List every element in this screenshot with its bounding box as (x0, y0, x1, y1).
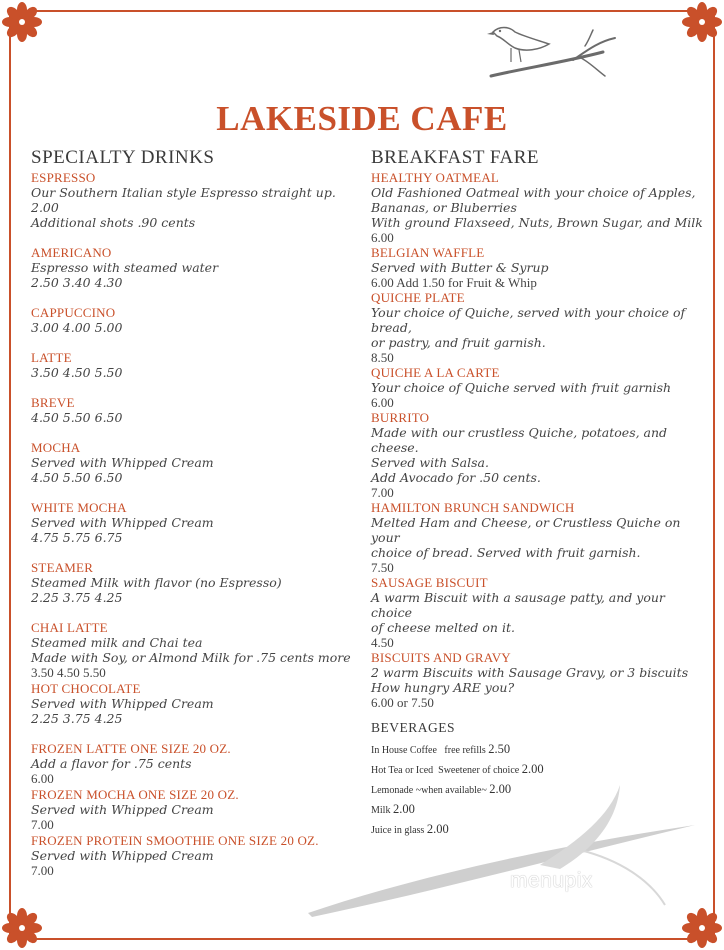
menu-item (371, 500, 706, 575)
menu-item (31, 440, 361, 485)
item-name: HOT CHOCOLATE (31, 681, 141, 696)
item-name: BURRITO (371, 410, 430, 425)
flower-ornament-icon (2, 2, 42, 42)
menu-item (371, 290, 706, 365)
beverage-price: 2.00 (521, 762, 544, 776)
item-price: 6.00 (371, 230, 394, 245)
item-description: Espresso with steamed water 2.50 3.40 4.30 (31, 260, 219, 290)
item-description: Your choice of Quiche served with fruit garnish (371, 380, 672, 395)
item-price: 8.50 (371, 350, 394, 365)
beverage-label: Juice in glass (371, 825, 427, 836)
item-name: WHITE MOCHA (31, 500, 127, 515)
menu-item (31, 350, 361, 380)
item-name: FROZEN LATTE ONE SIZE 20 OZ. (31, 741, 231, 756)
item-description: Steamed Milk with flavor (no Espresso) 2.25 3.75 4.25 (31, 575, 282, 605)
menu-item (31, 305, 361, 335)
item-price: 6.00 (31, 771, 54, 786)
item-name: AMERICANO (31, 245, 112, 260)
beverage-label: Lemonade ~when available~ (371, 785, 490, 796)
beverage-row (371, 780, 706, 800)
page-title: LAKESIDE CAFE (216, 99, 508, 139)
section-heading: SPECIALTY DRINKS (31, 147, 215, 168)
item-description: Served with Whipped Cream 2.25 3.75 4.25 (31, 696, 214, 726)
watermark-text: menupix (510, 869, 593, 892)
beverage-price: 2.00 (426, 822, 449, 836)
item-name: LATTE (31, 350, 72, 365)
item-name: MOCHA (31, 440, 81, 455)
beverages-heading: BEVERAGES (371, 720, 456, 735)
item-price: 7.00 (31, 863, 54, 878)
item-description: Old Fashioned Oatmeal with your choice of Apples, Bananas, or Bluberries With ground Flaxseed, Nuts, Brown Sugar, and Milk (371, 185, 703, 230)
menu-item (31, 395, 361, 425)
item-description: 2 warm Biscuits with Sausage Gravy, or 3 biscuits How hungry ARE you? (371, 665, 689, 695)
item-name: SAUSAGE BISCUIT (371, 575, 488, 590)
item-name: FROZEN MOCHA ONE SIZE 20 OZ. (31, 787, 239, 802)
item-description: Served with Whipped Cream 4.50 5.50 6.50 (31, 455, 214, 485)
item-price: 7.50 (371, 560, 394, 575)
item-description: Add a flavor for .75 cents (31, 756, 192, 771)
menu-item (31, 620, 361, 680)
menu-item (371, 170, 706, 245)
menu-item (371, 245, 706, 290)
beverage-label: Hot Tea or Iced Sweetener of choice (371, 765, 522, 776)
beverage-label: In House Coffee free refills (371, 745, 489, 756)
item-name: FROZEN PROTEIN SMOOTHIE ONE SIZE 20 OZ. (31, 833, 319, 848)
specialty-drinks-column (31, 147, 361, 879)
item-description: 3.00 4.00 5.00 (31, 320, 123, 335)
item-name: QUICHE PLATE (371, 290, 465, 305)
item-name: BREVE (31, 395, 75, 410)
item-description: Steamed milk and Chai tea Made with Soy, or Almond Milk for .75 cents more (31, 635, 351, 665)
item-description: Served with Butter & Syrup (371, 260, 549, 275)
item-name: HEALTHY OATMEAL (371, 170, 500, 185)
menu-item (371, 650, 706, 710)
flower-ornament-icon (2, 908, 42, 948)
item-price: 4.50 (371, 635, 394, 650)
item-price: 3.50 4.50 5.50 (31, 665, 106, 680)
item-name: STEAMER (31, 560, 94, 575)
menu-item (371, 410, 706, 500)
beverage-row (371, 740, 706, 760)
item-price: 6.00 (371, 395, 394, 410)
flower-ornament-icon (682, 2, 722, 42)
section-heading: BREAKFAST FARE (371, 147, 540, 168)
menu-item (31, 681, 361, 726)
menu-item (371, 575, 706, 650)
beverage-row (371, 800, 706, 820)
item-name: BISCUITS AND GRAVY (371, 650, 511, 665)
menu-item (31, 170, 361, 230)
menu-item (31, 741, 361, 786)
item-price: 7.00 (371, 485, 394, 500)
beverage-price: 2.50 (488, 742, 511, 756)
item-description: Served with Whipped Cream (31, 848, 214, 863)
bird-on-branch-icon (485, 22, 620, 80)
item-description: Served with Whipped Cream 4.75 5.75 6.75 (31, 515, 214, 545)
menu-item (371, 365, 706, 410)
item-description: 3.50 4.50 5.50 (31, 365, 123, 380)
item-price: 6.00 or 7.50 (371, 695, 434, 710)
item-description: Our Southern Italian style Espresso straight up. 2.00 Additional shots .90 cents (31, 185, 336, 230)
beverage-price: 2.00 (392, 802, 415, 816)
item-description: Made with our crustless Quiche, potatoes, and cheese. Served with Salsa. Add Avocado for .50 cents. (371, 425, 668, 485)
item-description: 4.50 5.50 6.50 (31, 410, 123, 425)
menu-item (31, 245, 361, 290)
beverage-label: Milk (371, 805, 393, 816)
item-name: HAMILTON BRUNCH SANDWICH (371, 500, 575, 515)
beverage-price: 2.00 (489, 782, 512, 796)
item-price: 6.00 Add 1.50 for Fruit & Whip (371, 275, 537, 290)
item-name: QUICHE A LA CARTE (371, 365, 500, 380)
menu-item (31, 787, 361, 832)
item-name: CAPPUCCINO (31, 305, 116, 320)
breakfast-fare-column (371, 147, 706, 840)
item-description: Melted Ham and Cheese, or Crustless Quiche on your choice of bread. Served with fruit garnish. (371, 515, 681, 560)
item-name: ESPRESSO (31, 170, 96, 185)
item-description: Served with Whipped Cream (31, 802, 214, 817)
beverage-row (371, 820, 706, 840)
menu-item (31, 500, 361, 545)
item-name: BELGIAN WAFFLE (371, 245, 485, 260)
item-description: Your choice of Quiche, served with your choice of bread, or pastry, and fruit garnish. (371, 305, 686, 350)
menu-item (31, 833, 361, 878)
item-price: 7.00 (31, 817, 54, 832)
beverage-row (371, 760, 706, 780)
menu-item (31, 560, 361, 605)
item-description: A warm Biscuit with a sausage patty, and your choice of cheese melted on it. (371, 590, 665, 635)
item-name: CHAI LATTE (31, 620, 108, 635)
